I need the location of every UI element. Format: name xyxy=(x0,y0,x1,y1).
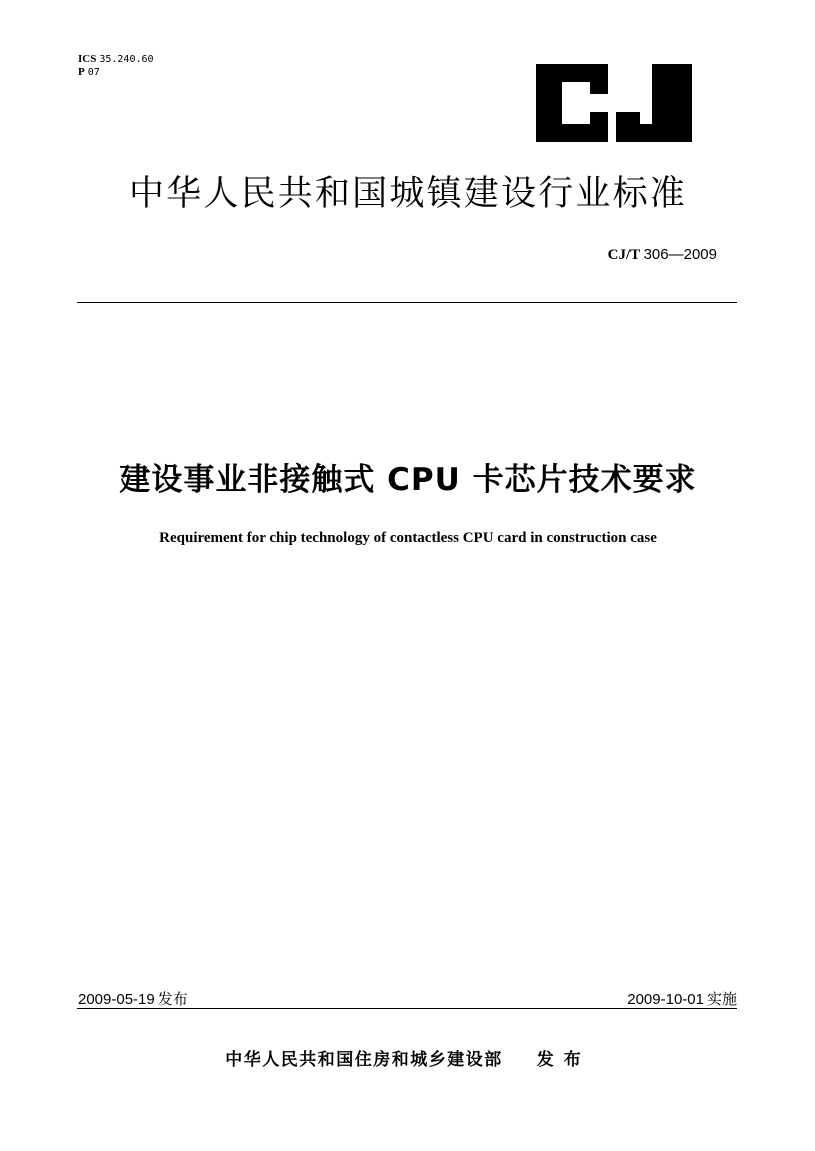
implement-date-value: 2009-10-01 xyxy=(627,991,704,1008)
standard-number-prefix: CJ/T xyxy=(607,247,640,263)
classification-codes xyxy=(78,53,154,79)
ics-label: ICS xyxy=(78,53,97,65)
document-title-chinese: 建设事业非接触式 CPU 卡芯片技术要求 xyxy=(119,462,697,498)
publisher-action: 发布 xyxy=(536,1050,591,1070)
ics-line xyxy=(78,53,154,66)
implement-date-label: 实施 xyxy=(706,991,737,1008)
ics-value: 35.240.60 xyxy=(99,54,154,65)
publisher-name: 中华人民共和国住房和城乡建设部 xyxy=(225,1050,503,1070)
release-date-value: 2009-05-19 xyxy=(78,991,155,1008)
implement-date xyxy=(627,988,737,1009)
ccs-value: 07 xyxy=(87,67,100,78)
release-date xyxy=(78,988,188,1009)
ccs-label: P xyxy=(78,66,85,78)
publisher xyxy=(78,1045,738,1070)
document-title-english: Requirement for chip technology of contactless CPU card in construction case xyxy=(159,530,657,546)
standard-number-value: 306—2009 xyxy=(643,246,717,263)
header-divider xyxy=(77,302,737,303)
standard-type-title: 中华人民共和国城镇建设行业标准 xyxy=(128,174,687,214)
cj-logo xyxy=(536,64,692,142)
standard-number xyxy=(608,246,717,264)
release-date-label: 发布 xyxy=(157,991,188,1008)
footer-divider xyxy=(77,1008,737,1009)
ccs-line xyxy=(78,66,154,79)
